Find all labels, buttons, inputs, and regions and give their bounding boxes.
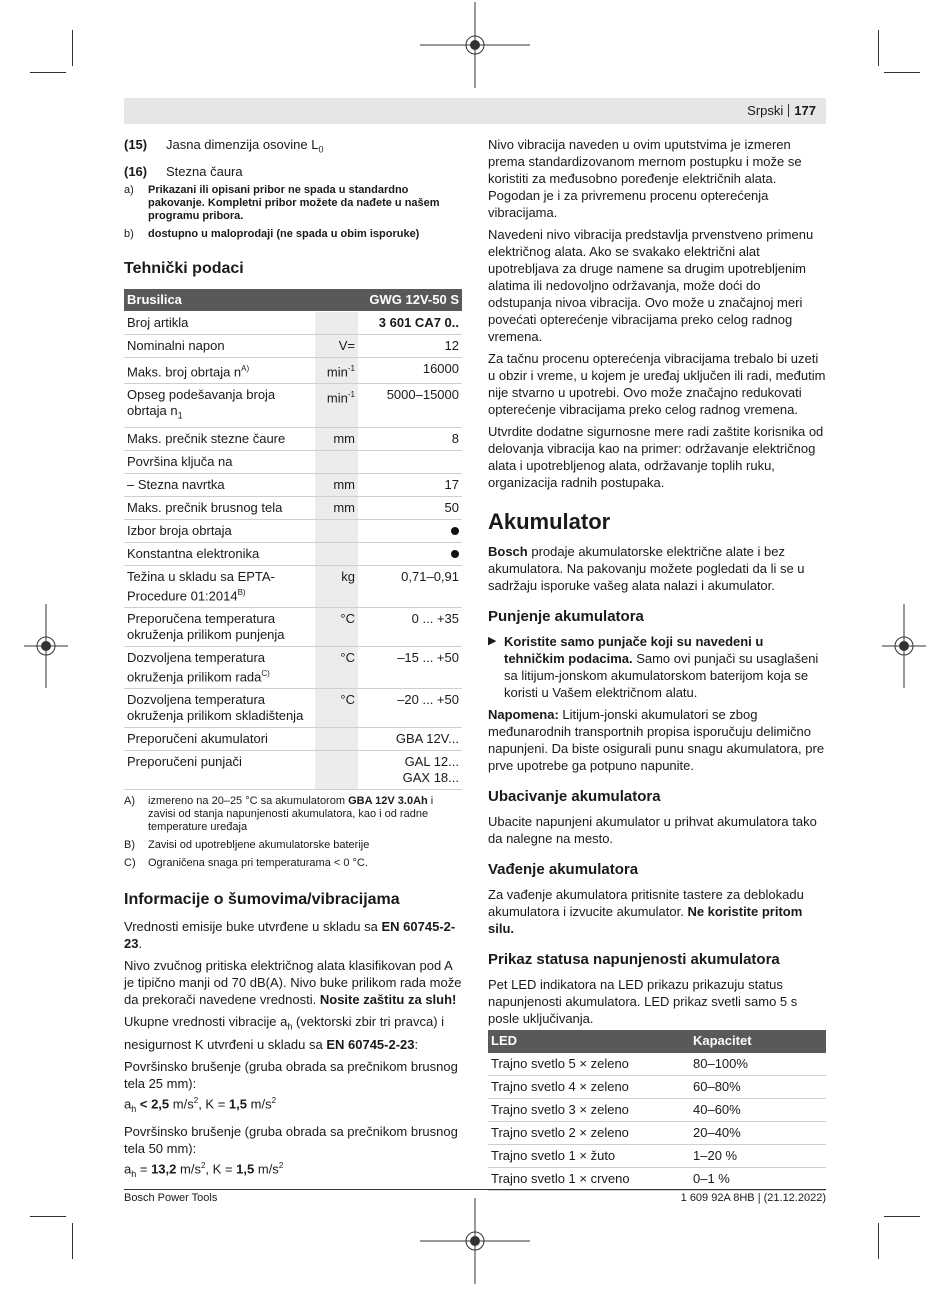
note-key: a) bbox=[124, 183, 134, 196]
note-paragraph bbox=[488, 706, 826, 774]
led-table-header bbox=[488, 1030, 826, 1053]
text-run: Nivo zvučnog pritiska električnog alata klasifikovan pod A je tipično manji od 70 dB(A). Nivo buke prilikom rada može da prekorači navedene vrednosti. bbox=[124, 958, 462, 1008]
spec-value bbox=[358, 357, 462, 383]
legend-number: (15) bbox=[124, 137, 148, 152]
text-run: i zavisi od stanja napunjenosti akumulatora, kao i od radne temperature uređaja bbox=[148, 795, 434, 834]
spec-unit-text: min bbox=[326, 363, 348, 379]
tech-head-label: Brusilica bbox=[124, 289, 358, 312]
spec-unit-text: min bbox=[326, 390, 348, 406]
value: 13,2 bbox=[151, 1161, 177, 1177]
spec-unit bbox=[315, 496, 358, 519]
spec-label bbox=[124, 383, 315, 427]
spec-unit bbox=[315, 357, 358, 383]
tech-table-row bbox=[124, 689, 462, 728]
text-run: izmereno na 20–25 °C sa akumulatorom bbox=[148, 795, 349, 808]
spec-value-text: GBA 12V... bbox=[395, 731, 459, 747]
crop-mark bbox=[878, 1223, 879, 1259]
vibration-value-1: $a_h < 2,5$ $m/s^2$, K = 1,5 $m/s^2$ bbox=[124, 1095, 277, 1114]
footer-docnumber: 1 609 92A 8HB | (21.12.2022) bbox=[680, 1192, 826, 1204]
spec-unit bbox=[315, 519, 358, 542]
spec-value-text: GAX 18... bbox=[402, 770, 459, 786]
spec-value bbox=[358, 427, 462, 450]
led-state: Trajno svetlo 5 × zeleno bbox=[488, 1053, 690, 1076]
legend-label: Jasna dimenzija osovine L bbox=[166, 137, 319, 152]
battery-title: Akumulator bbox=[488, 509, 611, 534]
spec-value-text: –20 ... +50 bbox=[397, 692, 459, 708]
footer-rule bbox=[124, 1189, 826, 1190]
status-paragraph: Pet LED indikatora na LED prikazu prikazuju status napunjenosti akumulatora. LED prikaz svetli samo 5 s posle uključivanja. bbox=[488, 977, 798, 1026]
spec-unit bbox=[315, 542, 358, 565]
footnote-text bbox=[148, 857, 462, 870]
spec-unit bbox=[315, 334, 358, 357]
vibration-paragraph-2: Navedeni nivo vibracija predstavlja prvenstveno primenu električnog alata. Ako se svakako električni alat upotrebljava za druge namene sa drugim upotrebljenim alatima ili nedovoljno održavanja, može doći do odstupanja nivoa vibracija. Ovo može u značajnoj meri povećati opterećenje vibracijama preko celog radnog vremena. bbox=[488, 227, 814, 344]
header-language: Srpski bbox=[747, 103, 784, 118]
spec-label-text: Preporučeni akumulatori bbox=[127, 731, 268, 747]
value: 1,5 bbox=[236, 1161, 255, 1177]
standard-ref: EN 60745-2-23 bbox=[124, 919, 456, 952]
unit: m/s bbox=[180, 1161, 201, 1177]
crop-mark bbox=[30, 1216, 66, 1217]
spec-label bbox=[124, 450, 315, 473]
spec-label-text: Maks. prečnik brusnog tela bbox=[127, 499, 283, 515]
tech-table-row bbox=[124, 496, 462, 519]
noise-paragraph-3 bbox=[124, 1013, 462, 1053]
value: 1,5 bbox=[228, 1096, 247, 1112]
text-run: Za vađenje akumulatora pritisnite tastere za deblokadu akumulatora i izvucite akumulator. bbox=[488, 887, 804, 919]
tech-footnotes bbox=[124, 795, 462, 870]
led-table-row bbox=[488, 1122, 826, 1145]
crop-mark bbox=[884, 1216, 920, 1217]
subscript: 1 bbox=[177, 410, 183, 421]
spec-unit-text: kg bbox=[341, 568, 355, 584]
legend-label: Stezna čaura bbox=[166, 163, 243, 179]
legend-text bbox=[166, 136, 324, 159]
remove-title: Vađenje akumulatora bbox=[488, 861, 639, 878]
spec-value bbox=[358, 542, 462, 565]
spec-unit-text: °C bbox=[340, 649, 355, 665]
noise-paragraph-5: Površinsko brušenje (gruba obrada sa prečnikom brusnog tela 50 mm): bbox=[124, 1123, 458, 1156]
spec-label-text: Opseg podešavanja broja obrtaja n bbox=[127, 386, 276, 418]
crop-mark bbox=[884, 72, 920, 73]
bold-text: Koristite samo punjače koji su navedeni u tehničkim podacima. bbox=[504, 634, 764, 666]
spec-label bbox=[124, 496, 315, 519]
footer-brand: Bosch Power Tools bbox=[124, 1192, 218, 1204]
led-table-row bbox=[488, 1099, 826, 1122]
tech-table-row bbox=[124, 473, 462, 496]
tech-table-row bbox=[124, 542, 462, 565]
text-run: Vrednosti emisije buke utvrđene u skladu sa bbox=[124, 919, 382, 935]
tech-head-value: GWG 12V-50 S bbox=[358, 289, 462, 312]
tech-table-row bbox=[124, 427, 462, 450]
vibration-value-2: $a_h = 13,2$ $m/s^2$, K = 1,5 $m/s^2$ bbox=[124, 1160, 284, 1179]
led-state: Trajno svetlo 2 × zeleno bbox=[488, 1122, 690, 1145]
led-capacity: 0–1 % bbox=[690, 1168, 826, 1191]
footnote-key: A) bbox=[124, 795, 135, 808]
spec-label-text: Dozvoljena temperatura okruženja prilikom skladištenja bbox=[127, 692, 304, 724]
right-column bbox=[488, 136, 826, 1191]
spec-label-text: Preporučeni punjači bbox=[127, 754, 242, 770]
remove-paragraph bbox=[488, 886, 826, 937]
warning-text: Ne koristite pritom silu. bbox=[488, 904, 803, 936]
unit-exponent: -1 bbox=[347, 363, 355, 373]
led-state: Trajno svetlo 3 × zeleno bbox=[488, 1099, 690, 1122]
led-table-row bbox=[488, 1053, 826, 1076]
text-run: Litijum-jonski akumulatori se zbog međunarodnih transportnih propisa isporučuju delimično napunjeni. Da biste osigurali punu snagu akumulatora, pre prve upotrebe ga potpuno napunite. bbox=[488, 707, 825, 773]
noise-paragraph-1 bbox=[124, 918, 462, 952]
spec-unit bbox=[315, 383, 358, 427]
spec-value bbox=[358, 751, 462, 790]
symbol: K = bbox=[212, 1161, 233, 1177]
spec-value bbox=[358, 519, 462, 542]
footnote-key: C) bbox=[124, 857, 136, 870]
spec-value bbox=[358, 383, 462, 427]
tech-footnote bbox=[124, 795, 462, 834]
noise-title: Informacije o šumovima/vibracijama bbox=[124, 891, 400, 909]
tech-table-row bbox=[124, 565, 462, 607]
led-head-col: Kapacitet bbox=[690, 1030, 826, 1053]
spec-value bbox=[358, 728, 462, 751]
page-number: 177 bbox=[794, 103, 816, 118]
standard-ref: EN 60745-2-23 bbox=[326, 1036, 415, 1052]
registration-mark-top bbox=[420, 2, 530, 88]
noise-paragraph-4: Površinsko brušenje (gruba obrada sa prečnikom brusnog tela 25 mm): bbox=[124, 1058, 458, 1091]
legend-item bbox=[124, 136, 462, 159]
tech-table-row bbox=[124, 383, 462, 427]
spec-value-text: 0 ... +35 bbox=[411, 610, 459, 626]
spec-unit bbox=[315, 607, 358, 646]
spec-value bbox=[358, 607, 462, 646]
value: < 2,5 bbox=[139, 1096, 170, 1112]
spec-unit-text: mm bbox=[333, 476, 355, 492]
spec-value-text: 16000 bbox=[422, 360, 459, 376]
footnote-key: B) bbox=[124, 839, 135, 852]
tech-table-row bbox=[124, 646, 462, 688]
spec-unit bbox=[315, 311, 358, 334]
insert-paragraph: Ubacite napunjeni akumulator u prihvat akumulatora tako da nalegne na mesto. bbox=[488, 814, 817, 846]
led-state: Trajno svetlo 1 × crveno bbox=[488, 1168, 690, 1191]
spec-label bbox=[124, 473, 315, 496]
spec-label-text: Izbor broja obrtaja bbox=[127, 522, 232, 538]
spec-unit-text: mm bbox=[333, 430, 355, 446]
spec-label-text: Broj artikla bbox=[127, 314, 189, 330]
spec-unit bbox=[315, 473, 358, 496]
footnote-ref: C) bbox=[261, 668, 270, 678]
led-capacity: 40–60% bbox=[690, 1099, 826, 1122]
spec-value bbox=[358, 311, 462, 334]
tech-table-row bbox=[124, 311, 462, 334]
arrow-bullet-icon: ▶ bbox=[488, 635, 497, 647]
text-run: Ukupne vrednosti vibracije a bbox=[124, 1014, 288, 1030]
spec-unit bbox=[315, 728, 358, 751]
text-run: : bbox=[414, 1036, 419, 1052]
led-table-row bbox=[488, 1145, 826, 1168]
spec-unit bbox=[315, 565, 358, 607]
legend-note bbox=[124, 184, 462, 223]
note-label: Napomena: bbox=[488, 707, 559, 722]
spec-value bbox=[358, 496, 462, 519]
page-header bbox=[124, 98, 826, 124]
subscript: h bbox=[287, 1021, 293, 1032]
note-text: Prikazani ili opisani pribor ne spada u standardno pakovanje. Kompletni pribor možete da nađete u našem programu pribora. bbox=[148, 183, 440, 222]
filled-dot-icon bbox=[451, 550, 459, 558]
unit-exponent: -1 bbox=[347, 389, 355, 399]
vibration-paragraph-1: Nivo vibracija naveden u ovim uputstvima je izmeren prema standardizovanom mernom postupku i može se koristiti za međusobno poređenje električnih alata. Pogodan je i za privremenu procenu opterećenja vibracijama. bbox=[488, 137, 802, 220]
legend-number: (16) bbox=[124, 163, 148, 179]
filled-dot-icon bbox=[451, 527, 459, 535]
warning-text: Nosite zaštitu za sluh! bbox=[319, 992, 457, 1008]
spec-label bbox=[124, 689, 315, 728]
text-run: Samo ovi punjači su usaglašeni sa litijum-jonskom akumulatorskom baterijom koja se koristi u Vašem električnom alatu. bbox=[504, 651, 819, 700]
crop-mark bbox=[878, 30, 879, 66]
spec-label-text: Maks. prečnik stezne čaure bbox=[127, 430, 286, 446]
spec-label bbox=[124, 311, 315, 334]
charging-title: Punjenje akumulatora bbox=[488, 608, 644, 625]
tech-data-table bbox=[124, 289, 462, 791]
spec-value-text: 5000–15000 bbox=[386, 386, 459, 402]
bullet-text bbox=[504, 633, 826, 701]
note-text: dostupno u maloprodaji (ne spada u obim isporuke) bbox=[148, 227, 420, 240]
led-capacity: 1–20 % bbox=[690, 1145, 826, 1168]
spec-label-text: Površina ključa na bbox=[127, 453, 233, 469]
spec-value bbox=[358, 334, 462, 357]
spec-unit bbox=[315, 646, 358, 688]
spec-label bbox=[124, 607, 315, 646]
spec-unit bbox=[315, 689, 358, 728]
spec-unit-text: °C bbox=[340, 692, 355, 708]
crop-mark bbox=[72, 1223, 73, 1259]
bold-text: GBA 12V 3.0Ah bbox=[348, 795, 428, 808]
tech-table-header bbox=[124, 289, 462, 312]
spec-unit-text: mm bbox=[333, 499, 355, 515]
footnote-ref: A) bbox=[241, 363, 250, 373]
vibration-paragraph-3: Za tačnu procenu opterećenja vibracijama trebalo bi uzeti u obzir i vreme, u kojem je uređaj uključen ili radi, međutim nije stvarno u upotrebi. Ovo može značajno redukovati opterećenje vibracijama preko celog radnog vremena. bbox=[488, 351, 826, 417]
led-capacity: 20–40% bbox=[690, 1122, 826, 1145]
text-run: prodaje akumulatorske električne alate i bez akumulatora. Na pakovanju možete pogledati da li se u sadržaju isporuke vašeg alata nalazi i akumulator. bbox=[488, 544, 805, 593]
spec-value bbox=[358, 450, 462, 473]
tech-data-title: Tehnički podaci bbox=[124, 259, 244, 277]
unit: m/s bbox=[250, 1096, 272, 1112]
spec-label bbox=[124, 646, 315, 688]
header-text bbox=[747, 103, 816, 118]
tech-table-row bbox=[124, 450, 462, 473]
symbol: a bbox=[124, 1096, 132, 1112]
footnote-ref: B) bbox=[237, 587, 246, 597]
led-capacity: 80–100% bbox=[690, 1053, 826, 1076]
brand-name: Bosch bbox=[488, 544, 528, 559]
status-title: Prikaz statusa napunjenosti akumulatora bbox=[488, 951, 780, 968]
spec-value bbox=[358, 473, 462, 496]
spec-label bbox=[124, 565, 315, 607]
tech-table-row bbox=[124, 728, 462, 751]
led-capacity: 60–80% bbox=[690, 1076, 826, 1099]
tech-table-row bbox=[124, 357, 462, 383]
symbol: K = bbox=[205, 1096, 226, 1112]
led-table-row bbox=[488, 1168, 826, 1191]
subscript: h bbox=[131, 1103, 137, 1114]
spec-label bbox=[124, 519, 315, 542]
tech-table-row bbox=[124, 334, 462, 357]
spec-label-text: Težina u skladu sa EPTA-Procedure 01:2014 bbox=[127, 568, 275, 603]
tech-footnote bbox=[124, 857, 462, 870]
text-run: Ograničena snaga pri temperaturama < 0 °C. bbox=[148, 857, 368, 870]
spec-label-text: Maks. broj obrtaja n bbox=[127, 363, 242, 379]
registration-mark-right bbox=[882, 604, 926, 688]
registration-mark-bottom bbox=[420, 1198, 530, 1284]
text-run: Zavisi od upotrebljene akumulatorske baterije bbox=[148, 839, 370, 852]
symbol: a bbox=[124, 1161, 132, 1177]
led-table-row bbox=[488, 1076, 826, 1099]
tech-table-row bbox=[124, 519, 462, 542]
crop-mark bbox=[72, 30, 73, 66]
spec-value-text: 8 bbox=[451, 430, 459, 446]
battery-paragraph bbox=[488, 543, 826, 594]
footnote-text bbox=[148, 795, 462, 834]
spec-value-text: 3 601 CA7 0.. bbox=[378, 314, 459, 330]
text-run: (vektorski zbir tri pravca) i nesigurnost K utvrđeni u skladu sa bbox=[124, 1014, 445, 1052]
led-table bbox=[488, 1030, 826, 1191]
note-key: b) bbox=[124, 227, 134, 240]
tech-table-row bbox=[124, 751, 462, 790]
led-head-col: LED bbox=[488, 1030, 690, 1053]
left-column bbox=[124, 136, 462, 1188]
insert-title: Ubacivanje akumulatora bbox=[488, 788, 661, 805]
spec-label-text: – Stezna navrtka bbox=[127, 476, 225, 492]
spec-value-text: –15 ... +50 bbox=[397, 649, 459, 665]
registration-mark-left bbox=[24, 604, 68, 688]
header-separator bbox=[788, 104, 789, 117]
spec-unit bbox=[315, 427, 358, 450]
spec-label bbox=[124, 357, 315, 383]
vibration-paragraph-4: Utvrdite dodatne sigurnosne mere radi zaštite korisnika od delovanja vibracija kao na primer: održavanje električnog alata i upotrebljenog alata, održavanje toplih ruku, organizacija radnih postupaka. bbox=[488, 424, 824, 490]
spec-label-text: Preporučena temperatura okruženja prilikom punjenja bbox=[127, 610, 285, 642]
spec-unit-text: V= bbox=[338, 337, 355, 353]
spec-label-text: Dozvoljena temperatura okruženja prilikom rada bbox=[127, 649, 266, 685]
spec-label bbox=[124, 751, 315, 790]
spec-label bbox=[124, 427, 315, 450]
spec-label-text: Nominalni napon bbox=[127, 337, 225, 353]
spec-unit bbox=[315, 751, 358, 790]
spec-value bbox=[358, 565, 462, 607]
spec-unit bbox=[315, 450, 358, 473]
spec-value-text: GAL 12... bbox=[404, 754, 459, 770]
charging-bullet bbox=[488, 633, 826, 701]
unit: m/s bbox=[172, 1096, 194, 1112]
legend-subscript: 0 bbox=[318, 144, 324, 155]
spec-value bbox=[358, 689, 462, 728]
footnote-text bbox=[148, 839, 462, 852]
noise-paragraph-2 bbox=[124, 957, 462, 1008]
text-run: . bbox=[138, 936, 143, 952]
spec-label bbox=[124, 728, 315, 751]
spec-value bbox=[358, 646, 462, 688]
spec-value-text: 0,71–0,91 bbox=[401, 568, 459, 584]
unit: m/s bbox=[257, 1161, 279, 1177]
spec-unit-text: °C bbox=[340, 610, 355, 626]
led-state: Trajno svetlo 1 × žuto bbox=[488, 1145, 690, 1168]
subscript: h bbox=[131, 1168, 137, 1179]
spec-label-text: Konstantna elektronika bbox=[127, 545, 260, 561]
tech-table-row bbox=[124, 607, 462, 646]
crop-mark bbox=[30, 72, 66, 73]
spec-value-text: 50 bbox=[444, 499, 459, 515]
spec-label bbox=[124, 542, 315, 565]
legend-item bbox=[124, 163, 462, 180]
spec-value-text: 12 bbox=[444, 337, 459, 353]
legend-note bbox=[124, 228, 462, 241]
led-state: Trajno svetlo 4 × zeleno bbox=[488, 1076, 690, 1099]
spec-label bbox=[124, 334, 315, 357]
tech-footnote bbox=[124, 839, 462, 852]
spec-value-text: 17 bbox=[444, 476, 459, 492]
